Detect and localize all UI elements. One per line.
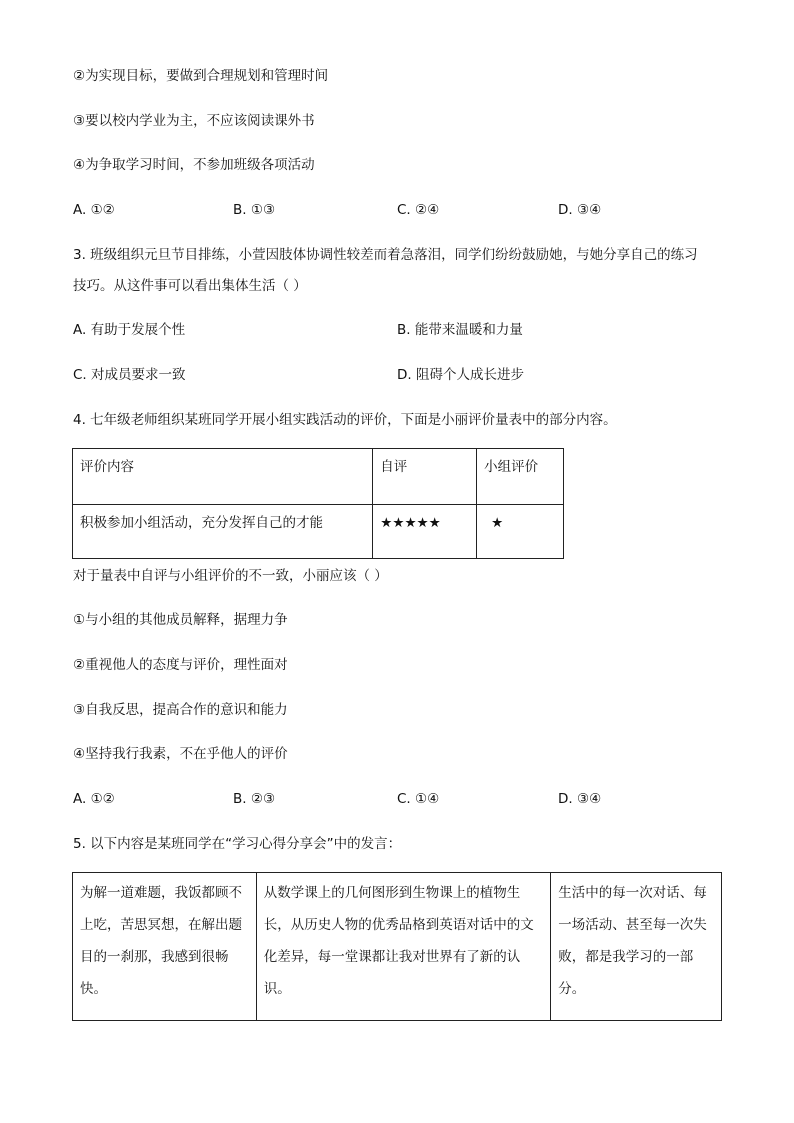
q3-option-a: A. 有助于发展个性 xyxy=(73,322,186,338)
q4-option-c: C. ①④ xyxy=(397,791,440,807)
self-rating-stars: ★★★★★ xyxy=(373,505,477,559)
q2-item-3: ③要以校内学业为主，不应该阅读课外书 xyxy=(73,113,315,129)
q4-rating-table xyxy=(72,448,564,559)
q3-stem-line1: 3. 班级组织元旦节目排练，小萱因肢体协调性较差而着急落泪，同学们纷纷鼓励她，与她分享自己的练习 xyxy=(73,247,698,263)
q5-stem: 5. 以下内容是某班同学在“学习心得分享会”中的发言： xyxy=(73,836,402,852)
q3-stem-line2: 技巧。从这件事可以看出集体生活（ ） xyxy=(73,278,307,294)
q2-option-b: B. ①③ xyxy=(233,202,276,218)
q2-option-d: D. ③④ xyxy=(558,202,602,218)
header-cell: 自评 xyxy=(373,449,477,505)
q5-quote-table xyxy=(72,872,722,1021)
q2-option-a: A. ①② xyxy=(73,202,115,218)
q2-item-4: ④为争取学习时间，不参加班级各项活动 xyxy=(73,157,315,173)
q2-option-c: C. ②④ xyxy=(397,202,440,218)
q2-item-2: ②为实现目标，要做到合理规划和管理时间 xyxy=(73,68,329,84)
q4-item-4: ④坚持我行我素，不在乎他人的评价 xyxy=(73,746,288,762)
header-cell: 小组评价 xyxy=(477,449,564,505)
header-cell: 评价内容 xyxy=(73,449,373,505)
group-rating-stars: ★ xyxy=(477,505,564,559)
table-row xyxy=(73,505,564,559)
quote-cell-1: 为解一道难题，我饭都顾不上吃，苦思冥想，在解出题目的一刹那，我感到很畅快。 xyxy=(73,873,257,1021)
quote-cell-2: 从数学课上的几何图形到生物课上的植物生长，从历史人物的优秀品格到英语对话中的文化差异，每一堂课都让我对世界有了新的认识。 xyxy=(256,873,551,1021)
table-header-row xyxy=(73,449,564,505)
q3-option-b: B. 能带来温暖和力量 xyxy=(397,322,523,338)
q4-item-1: ①与小组的其他成员解释，据理力争 xyxy=(73,612,288,628)
table-cell: 积极参加小组活动，充分发挥自己的才能 xyxy=(73,505,373,559)
q3-option-d: D. 阻碍个人成长进步 xyxy=(397,367,524,383)
quote-cell-3: 生活中的每一次对话、每一场活动、甚至每一次失败，都是我学习的一部分。 xyxy=(551,873,722,1021)
q4-question: 对于量表中自评与小组评价的不一致，小丽应该（ ） xyxy=(73,568,388,584)
q4-stem: 4. 七年级老师组织某班同学开展小组实践活动的评价，下面是小丽评价量表中的部分内容。 xyxy=(73,412,617,428)
table-row xyxy=(73,873,722,1021)
q4-option-b: B. ②③ xyxy=(233,791,276,807)
q4-option-d: D. ③④ xyxy=(558,791,602,807)
q4-item-3: ③自我反思，提高合作的意识和能力 xyxy=(73,702,288,718)
q4-item-2: ②重视他人的态度与评价，理性面对 xyxy=(73,657,288,673)
q4-option-a: A. ①② xyxy=(73,791,115,807)
q3-option-c: C. 对成员要求一致 xyxy=(73,367,186,383)
